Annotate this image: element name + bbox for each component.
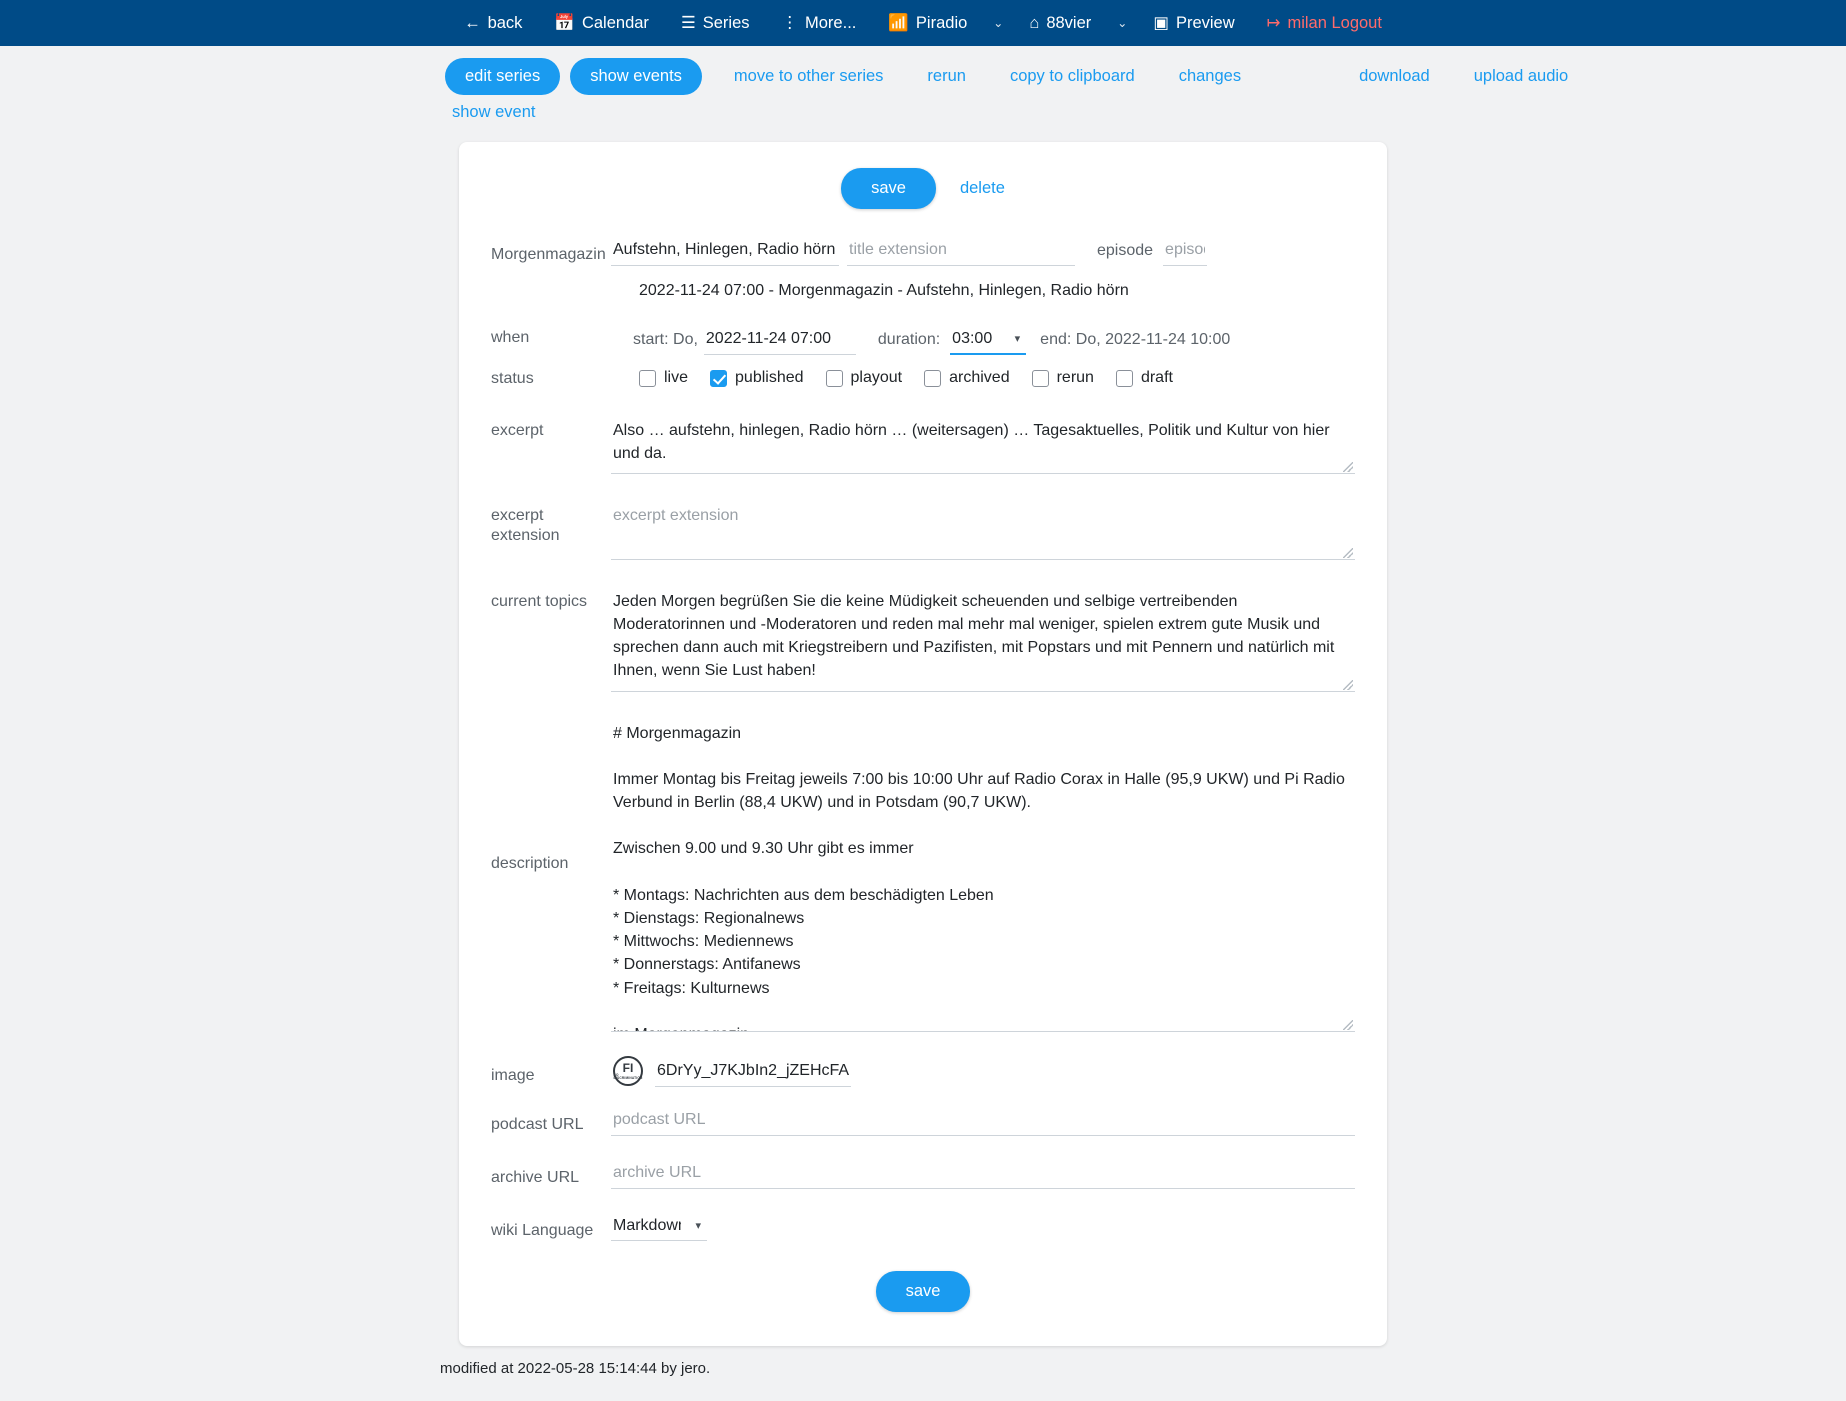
logout-icon: ↦ [1266, 13, 1281, 32]
description-label: description [491, 854, 569, 872]
top-navigation-bar [0, 0, 1846, 46]
show-events-button[interactable]: show events [570, 58, 702, 95]
edit-series-button[interactable]: edit series [445, 58, 560, 95]
excerpt-extension-row [491, 496, 1355, 559]
when-label: when [491, 329, 530, 346]
start-label: start: Do, [633, 330, 698, 348]
nav-logout[interactable] [1251, 0, 1398, 46]
nav-station-label: 88vier [1046, 13, 1092, 32]
duration-select[interactable] [950, 324, 1026, 355]
episode-input[interactable] [1163, 235, 1207, 266]
current-topics-row [491, 582, 1355, 692]
chevron-down-icon: ▾ [1014, 333, 1021, 345]
description-textarea[interactable] [611, 714, 1355, 1032]
top-save-bar [491, 168, 1355, 209]
chevron-down-icon: ▾ [695, 1219, 701, 1232]
image-thumbnail-icon [613, 1056, 643, 1086]
status-label: status [491, 370, 534, 387]
title-row [491, 235, 1355, 266]
status-label-playout: playout [850, 369, 903, 386]
image-label: image [491, 1066, 535, 1084]
podcast-url-row [491, 1105, 1355, 1136]
nav-back-label: back [487, 13, 523, 32]
title-input[interactable] [611, 235, 839, 266]
action-bar-secondary [0, 95, 1846, 122]
list-icon: ☰ [680, 13, 696, 32]
image-row [491, 1056, 1355, 1087]
copy-to-clipboard-button[interactable]: copy to clipboard [1009, 67, 1135, 85]
checkbox-box [924, 370, 941, 387]
checkbox-box [1116, 370, 1133, 387]
save-button-bottom[interactable]: save [876, 1271, 971, 1312]
podcast-url-input[interactable] [611, 1105, 1355, 1136]
nav-series[interactable] [665, 0, 766, 46]
status-label-draft: draft [1140, 369, 1173, 386]
status-label-live: live [664, 369, 689, 386]
full-title-row [491, 270, 1355, 314]
wiki-language-select[interactable] [611, 1211, 707, 1241]
nav-station[interactable] [1013, 0, 1107, 46]
changes-button[interactable]: changes [1178, 67, 1242, 85]
nav-calendar[interactable] [538, 0, 665, 46]
checkbox-box-checked [710, 370, 727, 387]
resize-grip-icon[interactable] [1343, 1020, 1353, 1030]
excerpt-label: excerpt [491, 422, 544, 439]
image-filename-input[interactable] [655, 1056, 851, 1087]
rerun-button[interactable]: rerun [927, 67, 966, 85]
station-dropdown-caret[interactable]: ⌄ [1117, 16, 1128, 30]
status-checkbox-playout[interactable] [826, 369, 903, 387]
move-to-other-series-button[interactable]: move to other series [733, 67, 884, 85]
calendar-icon: 📅 [554, 13, 575, 32]
image-badge-sub: NO DISCRIMINATION [613, 1072, 643, 1080]
checkbox-box [1032, 370, 1049, 387]
image-badge-text: FI [622, 1060, 634, 1075]
nav-series-label: Series [702, 13, 750, 32]
title-extension-input[interactable] [847, 235, 1075, 266]
modified-info: modified at 2022-05-28 15:14:44 by jero. [440, 1359, 711, 1377]
home-icon: ⌂ [1029, 13, 1040, 32]
event-edit-card [459, 142, 1387, 1346]
status-checkbox-archived[interactable] [924, 369, 1009, 387]
podcast-url-label: podcast URL [491, 1115, 584, 1133]
delete-button[interactable]: delete [959, 179, 1005, 197]
archive-url-label: archive URL [491, 1168, 580, 1186]
full-title-text: 2022-11-24 07:00 - Morgenmagazin - Aufstehn, Hinlegen, Radio hörn [639, 282, 1129, 299]
description-row [491, 714, 1355, 1032]
nav-piradio-label: Piradio [915, 13, 968, 32]
resize-grip-icon[interactable] [1343, 680, 1353, 690]
start-datetime-input[interactable] [704, 324, 856, 355]
current-topics-label: current topics [491, 592, 588, 610]
nav-logout-label: milan Logout [1287, 13, 1382, 32]
archive-url-row [491, 1158, 1355, 1189]
dots-vertical-icon: ⋮ [781, 13, 799, 32]
resize-grip-icon[interactable] [1343, 548, 1353, 558]
nav-calendar-label: Calendar [581, 13, 649, 32]
status-checkbox-live[interactable] [639, 369, 688, 387]
wifi-icon: 📶 [888, 13, 909, 32]
status-label-archived: archived [949, 369, 1010, 386]
excerpt-row [491, 411, 1355, 474]
nav-more[interactable] [766, 0, 873, 46]
action-bar [0, 46, 1846, 95]
status-label-published: published [735, 369, 804, 386]
status-checkbox-draft[interactable] [1116, 369, 1173, 387]
duration-label: duration: [877, 330, 941, 348]
checkbox-box [826, 370, 843, 387]
status-checkbox-published[interactable] [710, 369, 804, 387]
full-title-spacer [491, 270, 611, 280]
status-row [491, 359, 1355, 393]
end-text: end: Do, 2022-11-24 10:00 [1040, 330, 1231, 348]
piradio-dropdown-caret[interactable]: ⌄ [993, 16, 1004, 30]
nav-piradio[interactable] [872, 0, 983, 46]
wiki-language-row [491, 1211, 1355, 1241]
save-button-top[interactable]: save [841, 168, 936, 209]
nav-preview[interactable] [1137, 0, 1250, 46]
nav-preview-label: Preview [1175, 13, 1235, 32]
status-label-rerun: rerun [1056, 369, 1094, 386]
wiki-language-label: wiki Language [491, 1221, 594, 1239]
archive-url-input[interactable] [611, 1158, 1355, 1189]
download-button[interactable]: download [1359, 67, 1430, 85]
nav-more-label: More... [805, 13, 857, 32]
arrow-left-icon: ← [464, 13, 481, 32]
excerpt-extension-label: excerpt extension [491, 507, 560, 545]
preview-icon: ▣ [1153, 13, 1169, 32]
when-row [491, 318, 1355, 355]
episode-label: episode [1097, 241, 1154, 259]
current-topics-textarea[interactable] [611, 582, 1355, 692]
excerpt-extension-textarea[interactable] [611, 496, 1355, 559]
nav-back[interactable] [448, 0, 538, 46]
status-checkbox-rerun[interactable] [1032, 369, 1094, 387]
show-event-button[interactable]: show event [452, 103, 536, 121]
checkbox-box [639, 370, 656, 387]
bottom-save-bar [491, 1271, 1355, 1312]
upload-audio-button[interactable]: upload audio [1473, 67, 1569, 85]
resize-grip-icon[interactable] [1343, 462, 1353, 472]
series-name-label: Morgenmagazin [491, 246, 606, 263]
excerpt-textarea[interactable] [611, 411, 1355, 474]
